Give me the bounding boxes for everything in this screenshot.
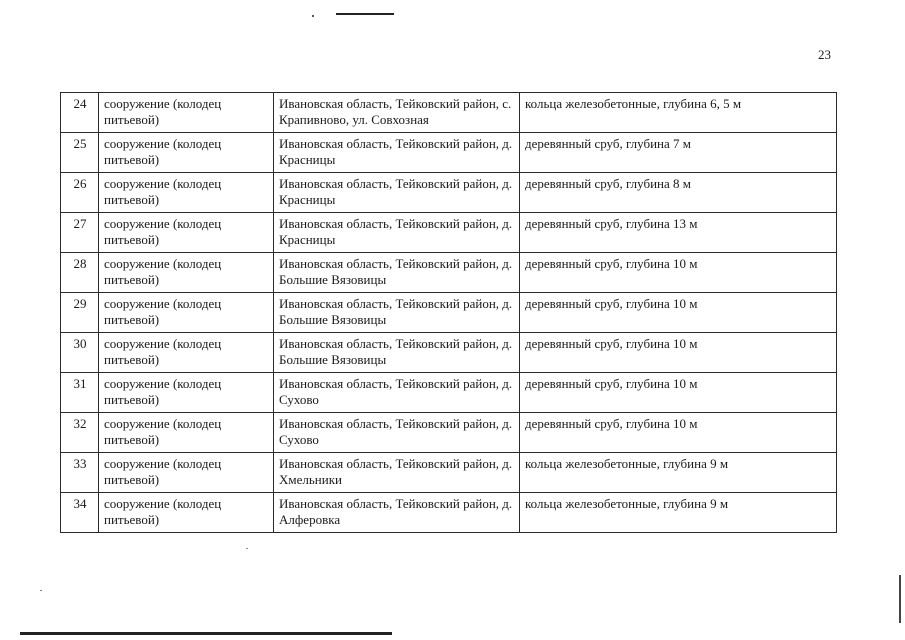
cell-description: деревянный сруб, глубина 10 м	[520, 373, 837, 413]
cell-object-type: сооружение (колодец питьевой)	[99, 253, 274, 293]
table-row	[61, 173, 837, 213]
cell-address: Ивановская область, Тейковский район, с. Крапивново, ул. Совхозная	[274, 93, 520, 133]
cell-number: 33	[61, 453, 99, 493]
cell-number: 26	[61, 173, 99, 213]
cell-description: деревянный сруб, глубина 13 м	[520, 213, 837, 253]
scan-margin-mark	[899, 575, 901, 623]
table-row	[61, 453, 837, 493]
cell-number: 29	[61, 293, 99, 333]
table-body	[61, 93, 837, 533]
cell-address: Ивановская область, Тейковский район, д. Алферовка	[274, 493, 520, 533]
cell-object-type: сооружение (колодец питьевой)	[99, 93, 274, 133]
cell-address: Ивановская область, Тейковский район, д. Большие Вязовицы	[274, 333, 520, 373]
cell-number: 28	[61, 253, 99, 293]
table-row	[61, 93, 837, 133]
scan-speck	[246, 548, 248, 549]
cell-address: Ивановская область, Тейковский район, д. Красницы	[274, 213, 520, 253]
cell-address: Ивановская область, Тейковский район, д. Хмельники	[274, 453, 520, 493]
cell-description: деревянный сруб, глубина 10 м	[520, 253, 837, 293]
table-row	[61, 213, 837, 253]
cell-description: деревянный сруб, глубина 10 м	[520, 333, 837, 373]
cell-address: Ивановская область, Тейковский район, д. Большие Вязовицы	[274, 253, 520, 293]
cell-address: Ивановская область, Тейковский район, д. Сухово	[274, 413, 520, 453]
table-row	[61, 293, 837, 333]
cell-description: деревянный сруб, глубина 10 м	[520, 413, 837, 453]
cell-number: 32	[61, 413, 99, 453]
cell-description: кольца железобетонные, глубина 6, 5 м	[520, 93, 837, 133]
cell-address: Ивановская область, Тейковский район, д. Сухово	[274, 373, 520, 413]
cell-object-type: сооружение (колодец питьевой)	[99, 213, 274, 253]
scan-bottom-bar	[20, 632, 392, 635]
cell-object-type: сооружение (колодец питьевой)	[99, 373, 274, 413]
cell-number: 34	[61, 493, 99, 533]
cell-description: деревянный сруб, глубина 7 м	[520, 133, 837, 173]
cell-address: Ивановская область, Тейковский район, д. Красницы	[274, 133, 520, 173]
table-row	[61, 133, 837, 173]
cell-object-type: сооружение (колодец питьевой)	[99, 453, 274, 493]
cell-number: 31	[61, 373, 99, 413]
cell-number: 24	[61, 93, 99, 133]
scan-speck	[40, 590, 42, 591]
cell-object-type: сооружение (колодец питьевой)	[99, 333, 274, 373]
cell-object-type: сооружение (колодец питьевой)	[99, 173, 274, 213]
cell-number: 27	[61, 213, 99, 253]
cell-description: кольца железобетонные, глубина 9 м	[520, 493, 837, 533]
table-row	[61, 253, 837, 293]
cell-number: 30	[61, 333, 99, 373]
cell-description: деревянный сруб, глубина 8 м	[520, 173, 837, 213]
cell-object-type: сооружение (колодец питьевой)	[99, 293, 274, 333]
wells-table	[60, 92, 837, 533]
cell-object-type: сооружение (колодец питьевой)	[99, 133, 274, 173]
table-row	[61, 333, 837, 373]
cell-description: кольца железобетонные, глубина 9 м	[520, 453, 837, 493]
cell-address: Ивановская область, Тейковский район, д. Красницы	[274, 173, 520, 213]
cell-object-type: сооружение (колодец питьевой)	[99, 413, 274, 453]
cell-address: Ивановская область, Тейковский район, д. Большие Вязовицы	[274, 293, 520, 333]
table-row	[61, 413, 837, 453]
cell-description: деревянный сруб, глубина 10 м	[520, 293, 837, 333]
table-row	[61, 493, 837, 533]
page-number: 23	[818, 47, 831, 62]
table-row	[61, 373, 837, 413]
cell-number: 25	[61, 133, 99, 173]
scan-top-mark	[336, 13, 394, 15]
cell-object-type: сооружение (колодец питьевой)	[99, 493, 274, 533]
scan-speck	[312, 15, 314, 17]
